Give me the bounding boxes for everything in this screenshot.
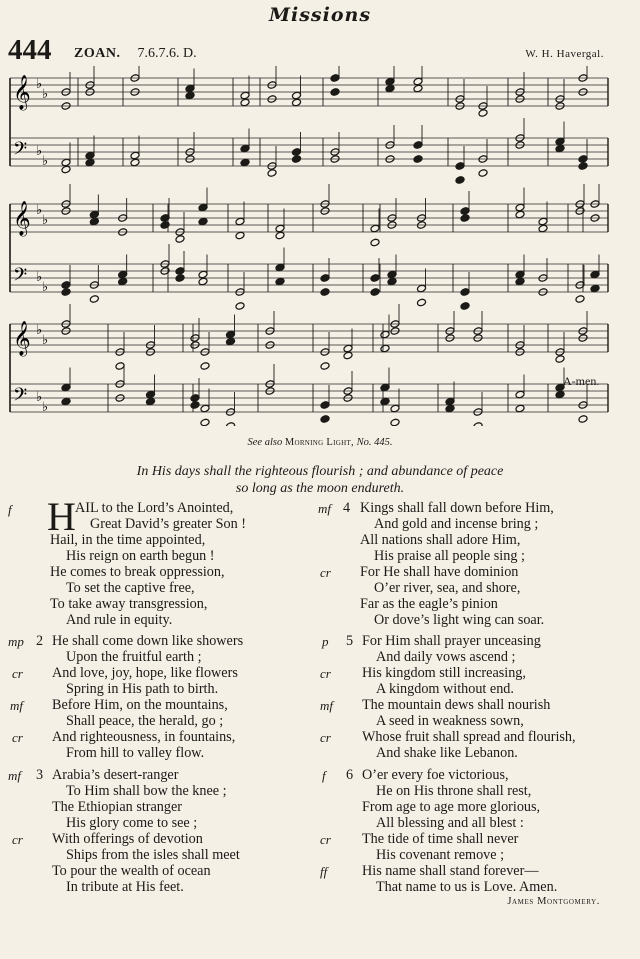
note-head [292,148,302,157]
verse-line: Shall peace, the herald, go ; [66,713,224,729]
note-head [160,221,170,230]
tune-name: ZOAN. [74,46,121,61]
verse-line: Hail, in the time appointed, [50,532,206,548]
verse-line: His kingdom still increasing, [362,665,526,681]
see-also-suffix: No. 445. [356,437,393,448]
verse-line: With offerings of devotion [52,831,203,847]
note-head [538,217,548,226]
note-head [385,84,395,93]
note-head [460,214,470,223]
note-head [578,162,588,171]
note-head [235,217,245,226]
note-head [320,401,330,410]
verse-line: To set the captive free, [66,580,195,596]
note-head [190,401,200,410]
verse-line: To Him shall bow the knee ; [66,783,227,799]
note-head [578,155,588,164]
verse-line: AIL to the Lord’s Anointed, [75,500,234,516]
dynamic-marking: cr [320,565,331,580]
verse-line: A kingdom without end. [376,681,514,697]
note-head [370,238,380,247]
note-head [275,231,285,240]
flat-sign: ♭ [36,76,43,91]
flat-sign: ♭ [42,332,49,347]
verse-line: His praise all people sing ; [374,548,525,564]
note-head [85,158,95,167]
note-head [61,281,71,290]
note-head [515,203,525,212]
flat-sign: ♭ [42,86,49,101]
note-head [555,144,565,153]
verse-line: All nations shall adore Him, [360,532,521,548]
note-head [61,383,71,392]
note-head [575,295,585,304]
flat-sign: ♭ [36,143,43,158]
verse-line: In tribute at His feet. [66,879,184,895]
flat-sign: ♭ [42,153,49,168]
note-head [413,155,423,164]
verse-line: Ships from the isles shall meet [66,847,240,863]
verse-line: His glory come to see ; [66,815,198,831]
note-head [275,263,285,272]
note-head [515,270,525,279]
epigraph-line-1: In His days shall the righteous flourish ; and abundance of peace [136,464,504,479]
note-head [555,137,565,146]
note-head [460,207,470,216]
hymn-number: 444 [8,34,52,66]
note-head [380,330,390,339]
note-head [130,158,140,167]
note-head [240,158,250,167]
verse-line: O’er every foe victorious, [362,767,509,783]
note-head [240,144,250,153]
section-title: Missions [268,4,372,26]
verse-line: His covenant remove ; [376,847,505,863]
author: James Montgomery. [507,896,600,907]
verse-line: To take away transgression, [50,596,208,612]
note-head [292,98,302,107]
verse-line: Kings shall fall down before Him, [360,500,554,516]
dynamic-marking: mf [318,501,331,516]
note-head [370,274,380,283]
verse-line: And daily vows ascend ; [376,649,516,665]
verse-line: Before Him, on the mountains, [52,697,228,713]
verse-line: All blessing and all blest : [376,815,524,831]
note-head [390,418,400,426]
note-head [89,210,99,219]
note-head [275,277,285,286]
verse-line: And righteousness, in fountains, [52,729,236,745]
note-head [460,288,470,297]
verse-number: 3 [36,767,44,783]
note-head [473,422,483,426]
dynamic-marking: cr [12,730,23,745]
verse-line: Spring in His path to birth. [66,681,219,697]
verse-line: For Him shall prayer unceasing [362,633,541,649]
note-head [185,91,195,100]
dynamic-marking: mf [320,698,333,713]
verse-line: And gold and incense bring ; [374,516,539,532]
note-head [226,330,236,339]
verse-line: And shake like Lebanon. [376,745,518,761]
note-head [118,277,128,286]
note-head [198,270,208,279]
see-also-ref[interactable]: Morning Light, [284,437,354,448]
meter: 7.6.7.6. D. [137,46,197,61]
verse-line: From age to age more glorious, [362,799,541,815]
note-head [590,284,600,293]
verse-line: O’er river, sea, and shore, [374,580,521,596]
dynamic-marking: cr [12,666,23,681]
note-head [538,224,548,233]
note-head [240,98,250,107]
composer: W. H. Havergal. [525,48,604,60]
note-head [160,214,170,223]
note-head [89,295,99,304]
note-head [198,277,208,286]
verse-line: A seed in weakness sown, [376,713,524,729]
verse-line: And love, joy, hope, like flowers [52,665,238,681]
verse-line: Upon the fruitful earth ; [66,649,202,665]
dynamic-marking: cr [320,666,331,681]
note-head [555,390,565,399]
flat-sign: ♭ [42,399,49,414]
tune-heading [74,46,197,62]
note-head [320,362,330,371]
note-head [590,270,600,279]
note-head [478,169,488,178]
note-head [555,355,565,364]
dynamic-marking: mf [10,698,23,713]
note-head [578,415,588,424]
note-head [200,418,210,426]
flat-sign: ♭ [42,279,49,294]
note-head [61,397,71,406]
verse-line: That name to us is Love. Amen. [376,879,558,895]
see-also-prefix: See also [247,437,283,448]
note-head [85,151,95,160]
note-head [61,288,71,297]
flat-sign: ♭ [36,202,43,217]
note-head [343,351,353,360]
note-head [185,84,195,93]
verse-line: From hill to valley flow. [66,745,205,761]
note-head [387,270,397,279]
note-head [370,288,380,297]
note-head [478,109,488,118]
verse-number: 4 [343,500,351,516]
note-head [146,390,156,399]
note-head [61,165,71,174]
note-head [390,404,400,413]
note-head [370,224,380,233]
note-head [320,274,330,283]
verse-number: 6 [346,767,354,783]
note-head [413,84,423,93]
verse-number: 5 [346,633,354,649]
flat-sign: ♭ [36,389,43,404]
note-head [175,235,185,244]
note-head [460,302,470,311]
verse-line: The mountain dews shall nourish [362,697,551,713]
dynamic-marking: f [322,768,326,783]
note-head [190,394,200,403]
note-head [515,390,525,399]
verse-line: He shall come down like showers [52,633,244,649]
note-head [175,267,185,276]
note-head [240,91,250,100]
verse-line: The tide of time shall never [362,831,519,847]
note-head [380,383,390,392]
note-head [198,217,208,226]
note-head [198,203,208,212]
verse-line: Or dove’s light wing can soar. [374,612,545,628]
verse-line: For He shall have dominion [360,564,519,580]
note-head [200,404,210,413]
verse-line: Arabia’s desert-ranger [52,767,179,783]
amen-label: A-men. [563,374,600,388]
note-head [330,74,340,83]
note-head [267,169,277,178]
verse-line: His reign on earth begun ! [66,548,215,564]
note-head [320,288,330,297]
dynamic-marking: f [8,502,12,517]
note-head [515,277,525,286]
note-head [387,277,397,286]
treble-clef: 𝄞 [13,202,31,235]
bass-clef: 𝄢 [13,384,28,409]
note-head [130,151,140,160]
verse-line: He comes to break oppression, [50,564,225,580]
note-head [235,231,245,240]
note-head [417,298,427,307]
verse-line: He on His throne shall rest, [376,783,532,799]
see-also [0,437,640,448]
note-head [330,88,340,97]
epigraph-line-2: so long as the moon endureth. [235,481,405,496]
dynamic-marking: p [322,634,329,649]
note-head [118,270,128,279]
treble-clef: 𝄞 [13,76,31,109]
note-head [380,344,390,353]
note-head [320,415,330,424]
flat-sign: ♭ [36,322,43,337]
flat-sign: ♭ [42,212,49,227]
note-head [380,397,390,406]
note-head [292,91,302,100]
note-head [61,158,71,167]
note-head [413,77,423,86]
verse-line: Great David’s greater Son ! [90,516,247,532]
note-head [146,397,156,406]
note-head [175,274,185,283]
verse-number: 2 [36,633,44,649]
treble-clef: 𝄞 [13,322,31,355]
epigraph [0,463,640,497]
dynamic-marking: cr [320,832,331,847]
verse-line: Far as the eagle’s pinion [360,596,498,612]
note-head [343,344,353,353]
dynamic-marking: ff [320,864,328,879]
note-head [413,141,423,150]
note-head [515,210,525,219]
note-head [455,162,465,171]
note-head [445,404,455,413]
dynamic-marking: cr [320,730,331,745]
verse-line: To pour the wealth of ocean [52,863,211,879]
note-head [515,404,525,413]
music-score [8,66,610,426]
note-head [115,362,125,371]
verse-line: Whose fruit shall spread and flourish, [362,729,576,745]
note-head [226,422,236,426]
note-head [89,217,99,226]
note-head [200,362,210,371]
verse-line: The Ethiopian stranger [52,799,183,815]
bass-clef: 𝄢 [13,138,28,163]
flat-sign: ♭ [36,269,43,284]
note-head [235,302,245,311]
note-head [417,284,427,293]
dynamic-marking: cr [12,832,23,847]
verse-line: And rule in equity. [66,612,173,628]
note-head [275,224,285,233]
bass-clef: 𝄢 [13,264,28,289]
note-head [455,176,465,185]
drop-cap: H [47,494,76,539]
note-head [292,155,302,164]
note-head [445,397,455,406]
dynamic-marking: mf [8,768,21,783]
note-head [385,77,395,86]
note-head [226,337,236,346]
verse-line: His name shall stand forever— [362,863,539,879]
dynamic-marking: mp [8,634,24,649]
